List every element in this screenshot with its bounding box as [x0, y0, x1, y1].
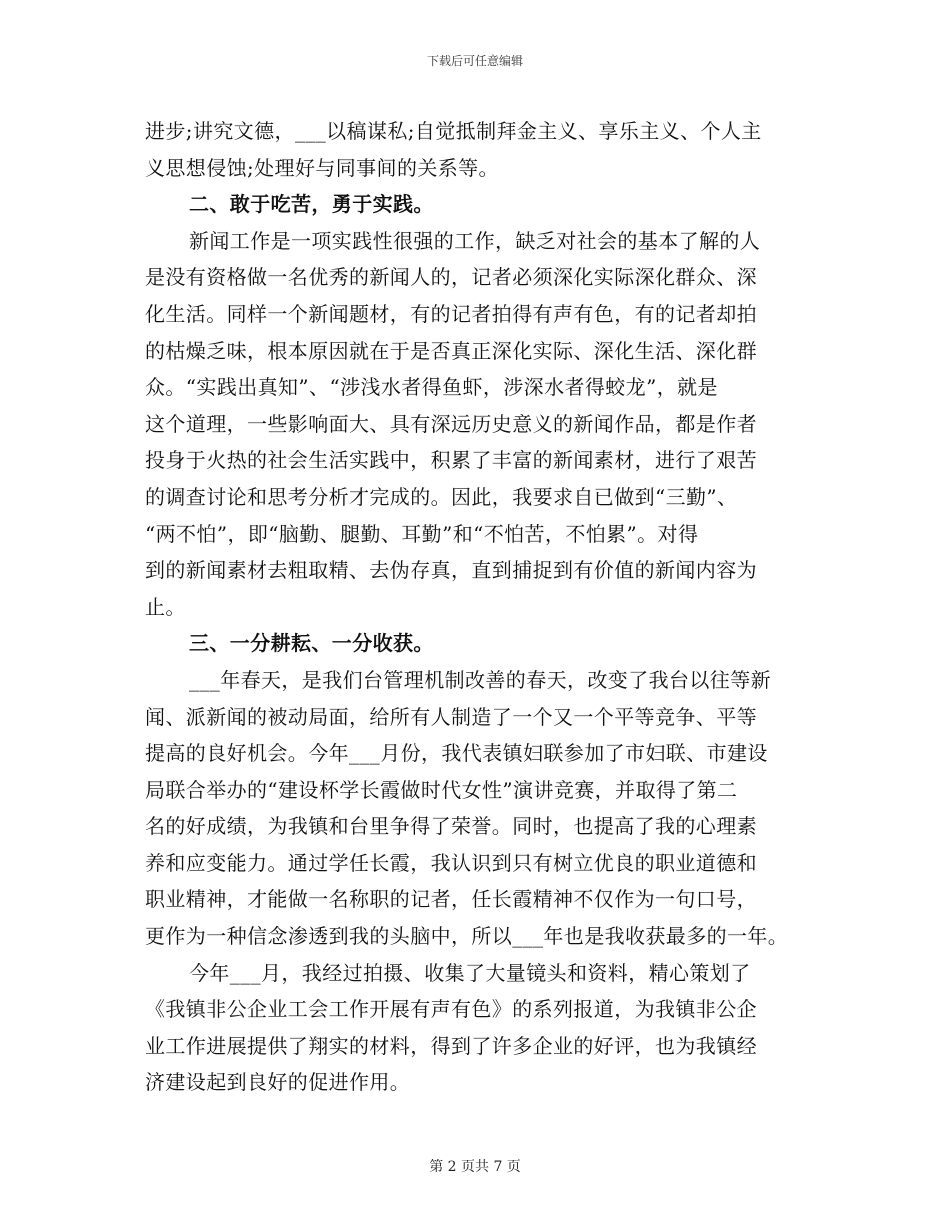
- paragraph-line: 的枯燥乏味，根本原因就在于是否真正深化实际、深化生活、深化群: [145, 338, 757, 363]
- paragraph-line: 新闻工作是一项实践性很强的工作，缺乏对社会的基本了解的人: [189, 228, 761, 253]
- paragraph-line: 局联合举办的“建设杯学长霞做时代女性”演讲竞赛，并取得了第二: [145, 777, 738, 802]
- paragraph-line: “两不怕”，即“脑勤、腿勤、耳勤”和“不怕苦，不怕累”。对得: [145, 521, 699, 546]
- paragraph-line: 提高的良好机会。今年___月份，我代表镇妇联参加了市妇联、市建设: [145, 741, 768, 766]
- paragraph-line: 更作为一种信念渗透到我的头脑中，所以___年也是我收获最多的一年。: [145, 924, 789, 949]
- page-header: 下载后可任意编辑: [426, 54, 523, 68]
- paragraph-line: 是没有资格做一名优秀的新闻人的，记者必须深化实际深化群众、深: [145, 265, 757, 290]
- paragraph-line: 这个道理，一些影响面大、具有深远历史意义的新闻作品，都是作者: [145, 411, 757, 436]
- paragraph-line: 止。: [145, 594, 186, 619]
- paragraph-line: 义思想侵蚀;处理好与同事间的关系等。: [145, 155, 499, 180]
- section-heading: 二、敢于吃苦，勇于实践。: [189, 192, 434, 217]
- paragraph-line: 闻、派新闻的被动局面，给所有人制造了一个又一个平等竞争、平等: [145, 704, 757, 729]
- paragraph-line: 化生活。同样一个新闻题材，有的记者拍得有声有色，有的记者却拍: [145, 301, 757, 326]
- paragraph-line: 职业精神，才能做一名称职的记者，任长霞精神不仅作为一句口号，: [145, 887, 757, 912]
- paragraph-line: 的调查讨论和思考分析才完成的。因此，我要求自已做到“三勤”、: [145, 484, 738, 509]
- paragraph-line: 投身于火热的社会生活实践中，积累了丰富的新闻素材，进行了艰苦: [145, 448, 757, 473]
- document-body: [145, 113, 815, 1101]
- paragraph-line: 济建设起到良好的促进作用。: [145, 1070, 411, 1095]
- paragraph-line: 众。“实践出真知”、“涉浅水者得鱼虾，涉深水者得蛟龙”，就是: [145, 375, 718, 400]
- paragraph-line: 《我镇非公企业工会工作开展有声有色》的系列报道，为我镇非公企: [145, 997, 757, 1022]
- paragraph-line: 今年___月，我经过拍摄、收集了大量镜头和资料，精心策划了: [189, 960, 751, 985]
- paragraph-line: 养和应变能力。通过学任长霞，我认识到只有树立优良的职业道德和: [145, 850, 757, 875]
- section-heading: 三、一分耕耘、一分收获。: [189, 631, 434, 656]
- page-number-footer: 第 2 页共 7 页: [429, 1159, 521, 1175]
- paragraph-line: 进步;讲究文德，___以稿谋私;自觉抵制拜金主义、享乐主义、个人主: [145, 119, 762, 143]
- paragraph-line: 名的好成绩，为我镇和台里争得了荣誉。同时，也提高了我的心理素: [145, 814, 757, 839]
- paragraph-line: 到的新闻素材去粗取精、去伪存真，直到捕捉到有价值的新闻内容为: [145, 558, 757, 583]
- paragraph-line: ___年春天，是我们台管理机制改善的春天，改变了我台以往等新: [189, 667, 771, 692]
- paragraph-line: 业工作进展提供了翔实的材料，得到了许多企业的好评，也为我镇经: [145, 1033, 757, 1058]
